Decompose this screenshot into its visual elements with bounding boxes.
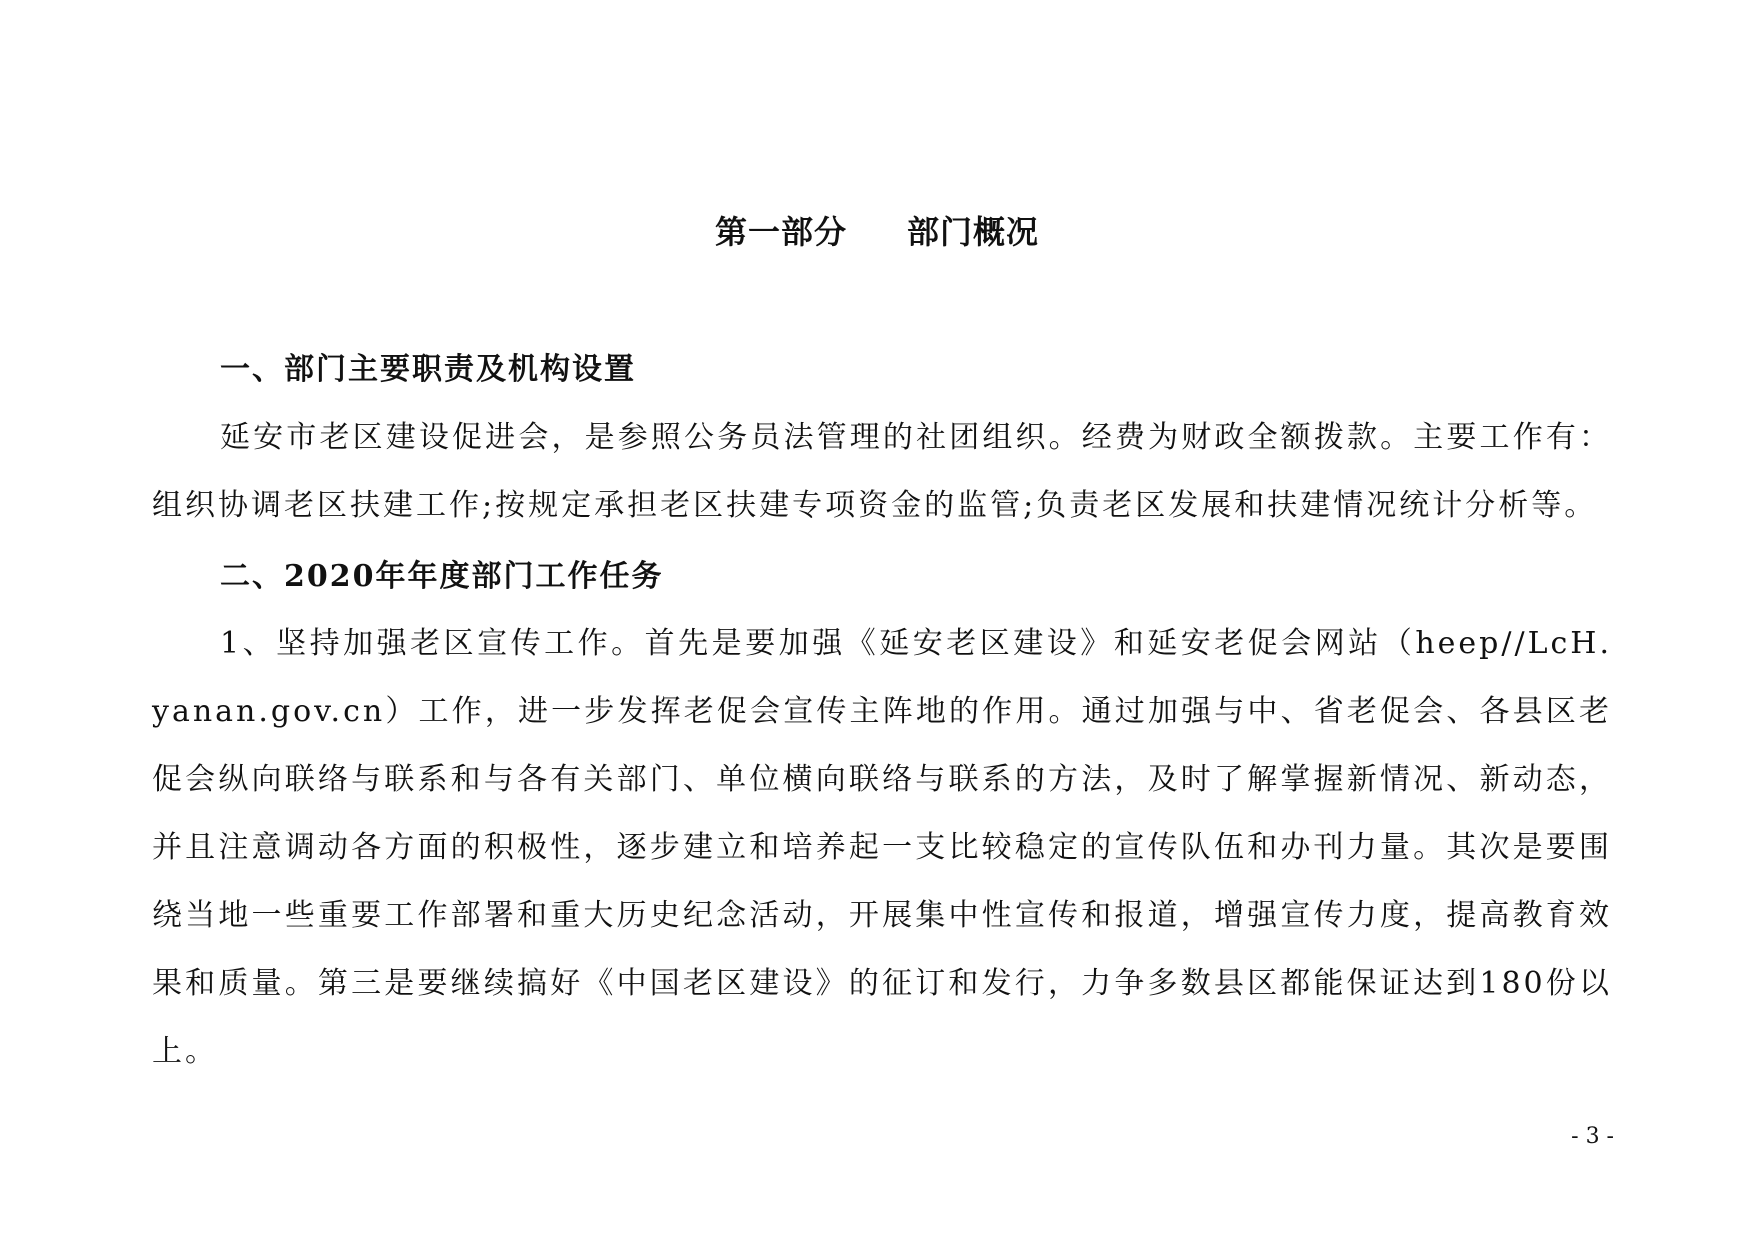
section-2-heading: 二、2020年年度部门工作任务 bbox=[220, 559, 664, 594]
title-part: 第一部分 bbox=[714, 213, 847, 251]
title-name: 部门概况 bbox=[907, 213, 1040, 251]
section-1-paragraph: 延安市老区建设促进会，是参照公务员法管理的社团组织。经费为财政全额拨款。主要工作有：组织协调老区扶建工作;按规定承担老区扶建专项资金的监管;负责老区发展和扶建情况统计分析等。 bbox=[152, 420, 1612, 523]
section-1-heading: 一、部门主要职责及机构设置 bbox=[220, 352, 636, 387]
section-2-paragraph: 1、坚持加强老区宣传工作。首先是要加强《延安老区建设》和延安老促会网站（heep//LcH.yanan.gov.cn）工作，进一步发挥老促会宣传主阵地的作用。通过加强与中、省老促会、各县区老促会纵向联络与联系和与各有关部门、单位横向联络与联系的方法，及时了解掌握新情况、新动态，并且注意调动各方面的积极性，逐步建立和培养起一支比较稳定的宣传队伍和办刊力量。其次是要围绕当地一些重要工作部署和重大历史纪念活动，开展集中性宣传和报道，增强宣传力度，提高教育效果和质量。第三是要继续搞好《中国老区建设》的征订和发行，力争多数县区都能保证达到180份以上。 bbox=[152, 626, 1612, 1069]
page-title bbox=[0, 208, 1754, 256]
page-number: - 3 - bbox=[1571, 1124, 1614, 1149]
